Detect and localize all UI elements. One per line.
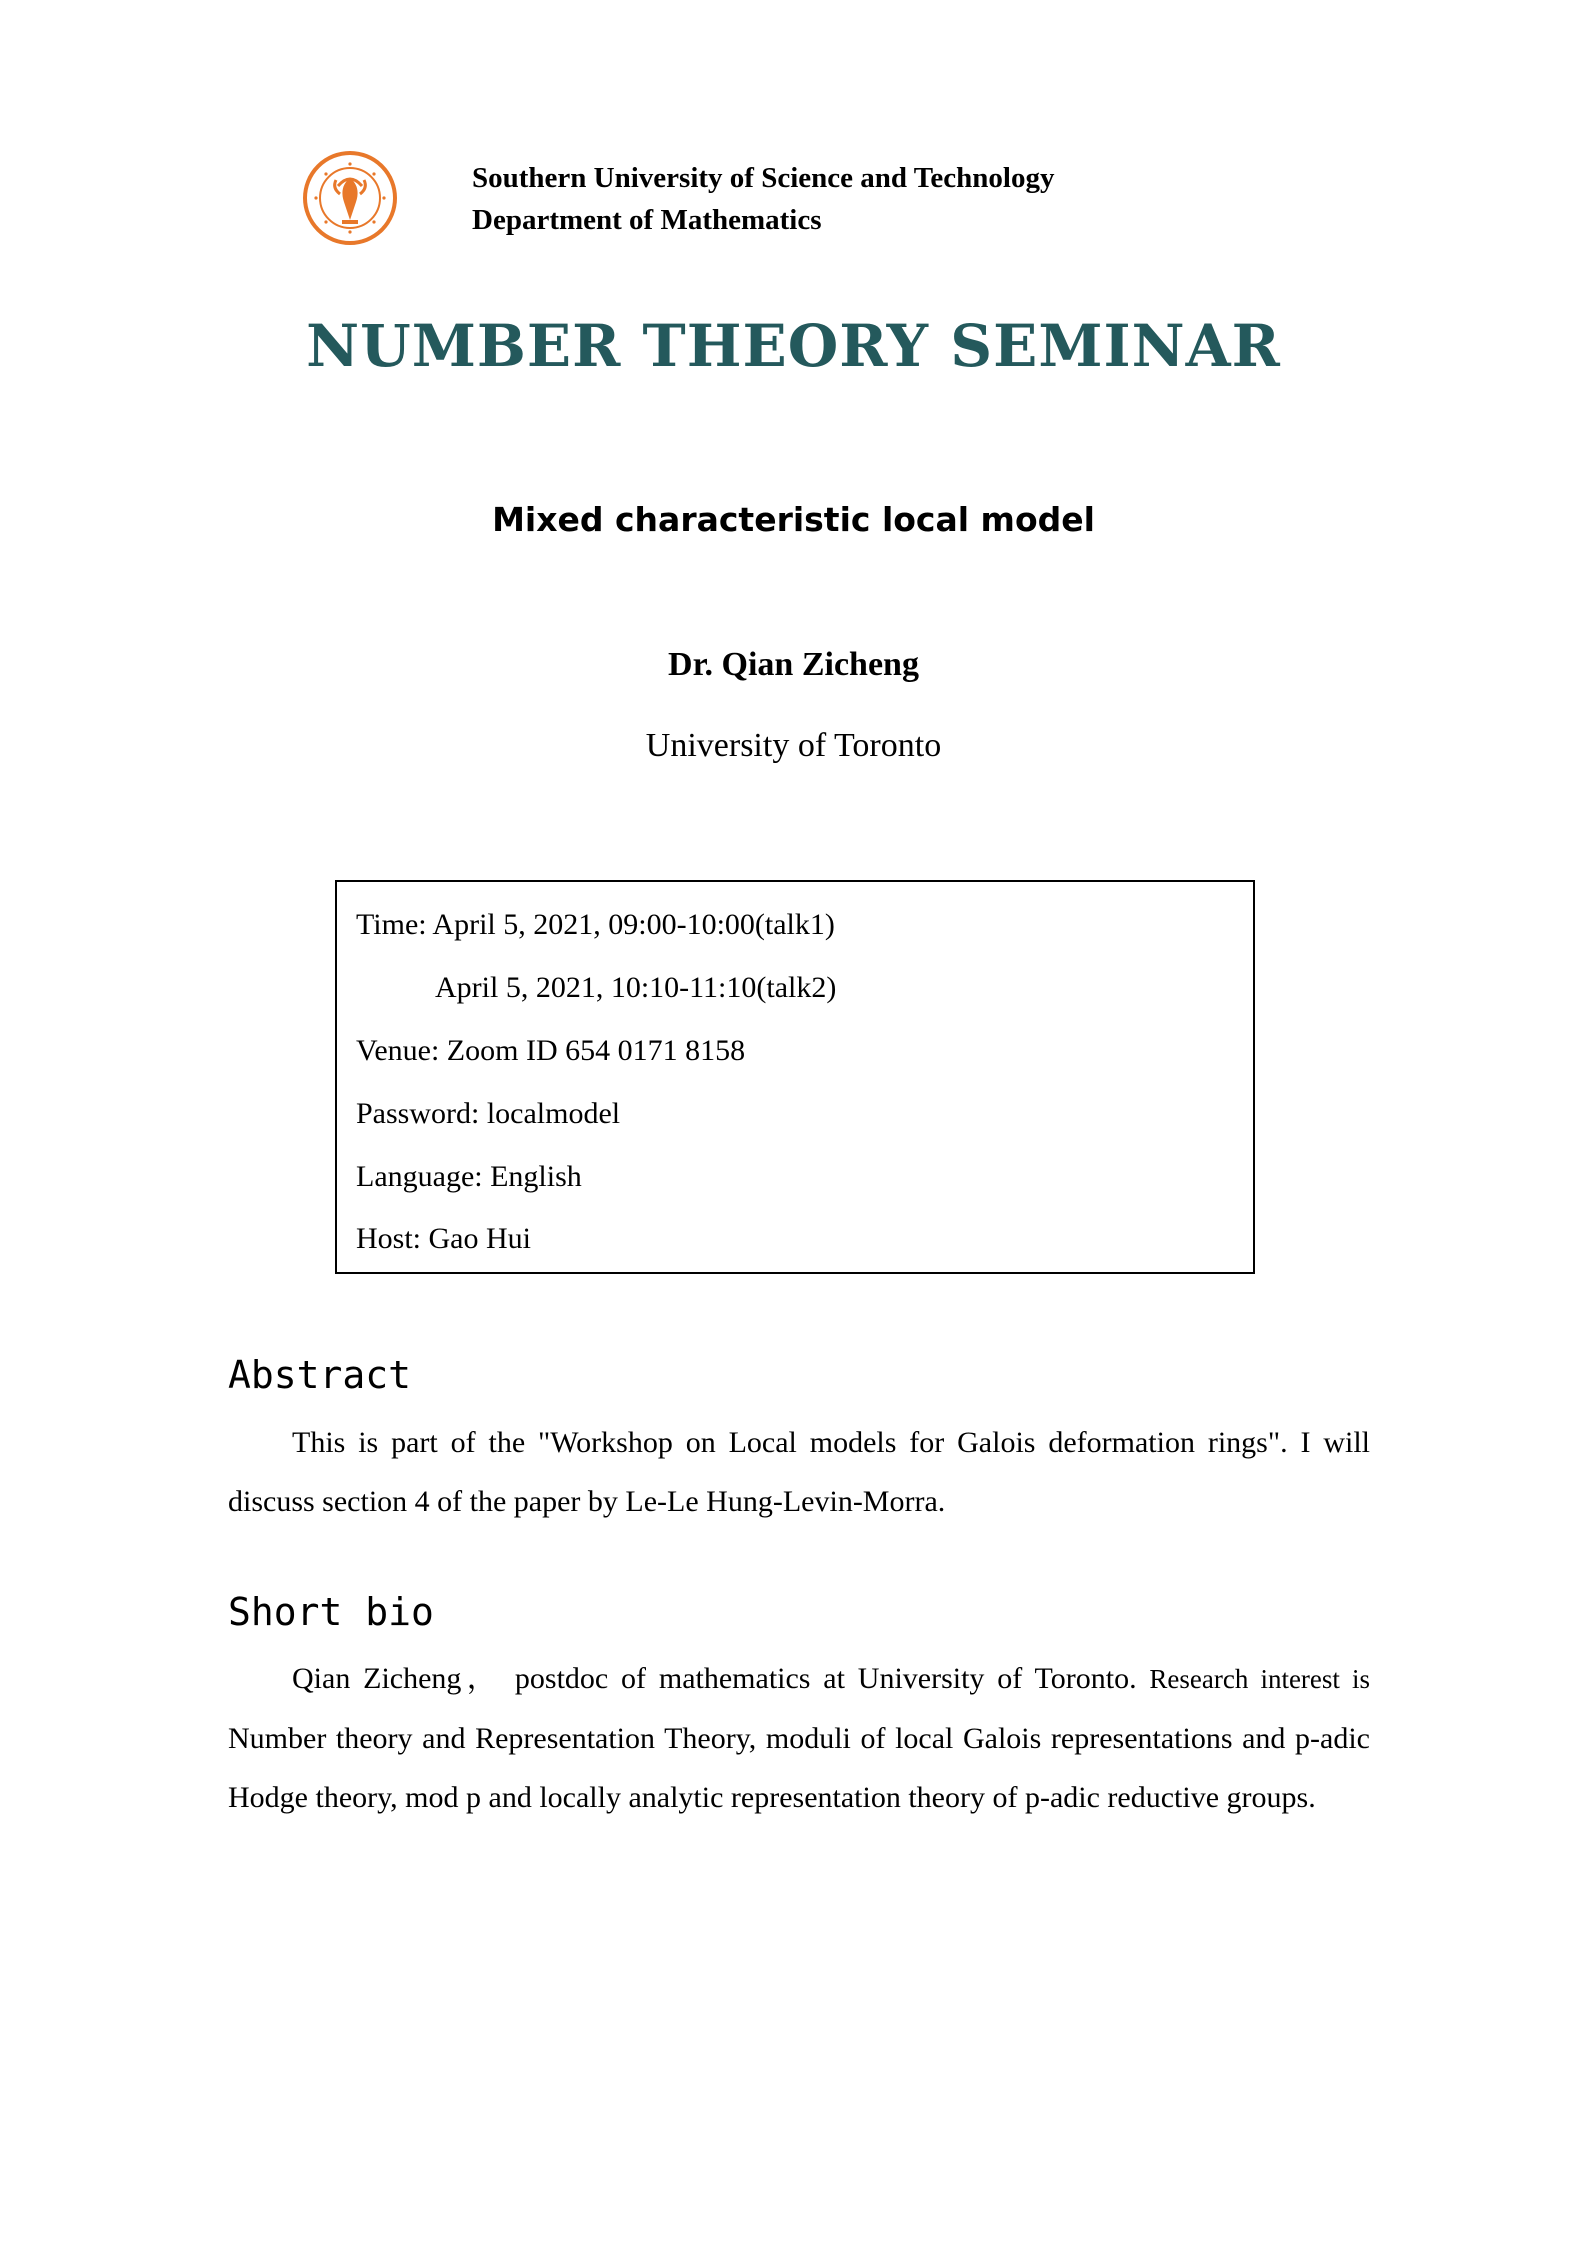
time-line-1: Time: April 5, 2021, 09:00-10:00(talk1) bbox=[356, 908, 835, 941]
abstract-text: This is part of the "Workshop on Local models for Galois deformation rings". I will discuss section 4 of the paper by Le-Le Hung-Levin-Morra. bbox=[228, 1426, 1370, 1518]
abstract-heading: Abstract bbox=[228, 1353, 412, 1397]
institution-header bbox=[472, 157, 1054, 241]
bio-text-part-2: Research interest is bbox=[1149, 1664, 1370, 1694]
time-line-2: April 5, 2021, 10:10-11:10(talk2) bbox=[435, 971, 837, 1004]
bio-text-part-1: Qian Zicheng， postdoc of mathematics at University of Toronto. bbox=[292, 1662, 1150, 1695]
event-info-box bbox=[335, 880, 1255, 1274]
university-logo-icon bbox=[302, 150, 398, 246]
talk-title: Mixed characteristic local model bbox=[492, 500, 1095, 539]
bio-heading: Short bio bbox=[228, 1590, 434, 1634]
password-line: Password: localmodel bbox=[356, 1097, 621, 1130]
speaker-affiliation: University of Toronto bbox=[645, 727, 942, 764]
speaker-name: Dr. Qian Zicheng bbox=[668, 646, 919, 683]
seminar-title: NUMBER THEORY SEMINAR bbox=[306, 312, 1281, 380]
host-line: Host: Gao Hui bbox=[356, 1222, 531, 1255]
language-line: Language: English bbox=[356, 1160, 582, 1193]
venue-line: Venue: Zoom ID 654 0171 8158 bbox=[356, 1034, 746, 1067]
department-name: Department of Mathematics bbox=[472, 204, 822, 236]
university-name: Southern University of Science and Technology bbox=[472, 162, 1055, 194]
bio-text-part-3: Number theory and Representation Theory, moduli of local Galois representations and p-adic Hodge theory, mod p and locally analytic representation theory of p-adic reductive groups. bbox=[228, 1722, 1370, 1814]
bio-text bbox=[228, 1649, 1370, 1827]
